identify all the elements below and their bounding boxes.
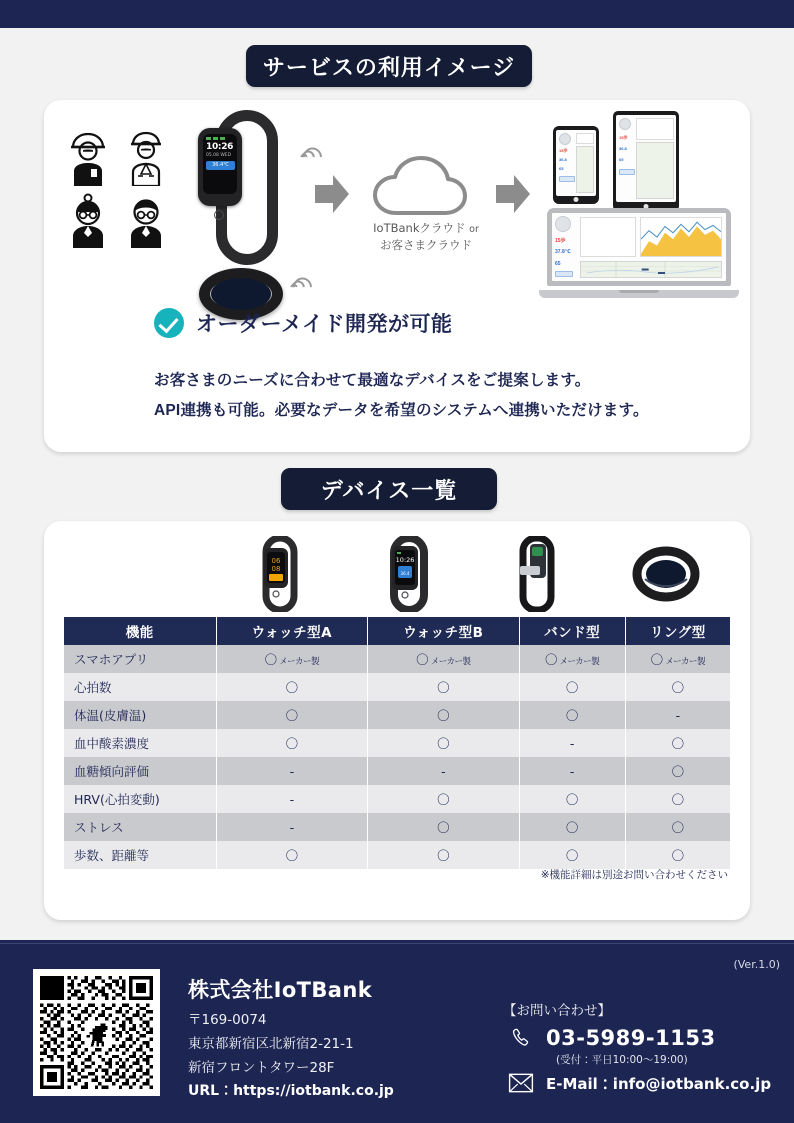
column-header-watch-a: ウォッチ型A: [216, 617, 368, 645]
cell-value: 〇 メーカー製: [519, 645, 625, 673]
table-row: [64, 813, 730, 841]
band-type-photo: [473, 531, 602, 617]
table-row: [64, 673, 730, 701]
order-made-line-1: お客さまのニーズに合わせて最適なデバイスをご提案します。: [154, 372, 591, 389]
watch-temperature: 36.4℃: [206, 161, 235, 171]
table-row: [64, 645, 730, 673]
feature-name: 血糖傾向評価: [64, 757, 216, 785]
cell-value: 〇: [625, 757, 730, 785]
cell-value: -: [368, 757, 519, 785]
cloud-label-line2: お客さまクラウド: [380, 237, 472, 252]
laptop-dashboard-mockup: [539, 208, 739, 298]
cell-value: 〇: [519, 841, 625, 869]
watch-time: 10:26: [206, 142, 234, 152]
table-row: [64, 729, 730, 757]
feature-name: 歩数、距離等: [64, 841, 216, 869]
svg-text:36.4: 36.4: [400, 571, 410, 576]
device-list-card: [44, 521, 750, 920]
column-header-feature: 機能: [64, 617, 216, 645]
column-header-ring: リング型: [625, 617, 730, 645]
device-photo-row: [64, 531, 730, 617]
table-body: [64, 645, 730, 869]
cloud-label-or: or: [469, 224, 479, 235]
cell-value: 〇: [216, 729, 368, 757]
telephone-number: 03-5989-1153: [546, 1026, 716, 1050]
phone-screen: 15歩 36.8 65: [556, 130, 596, 196]
feature-name: HRV(心拍変動): [64, 785, 216, 813]
email-address: E-Mail：info@iotbank.co.jp: [546, 1074, 772, 1093]
table-row: [64, 785, 730, 813]
watch-type-b-photo: [345, 531, 474, 617]
watch-body: [198, 128, 242, 206]
company-name: 株式会社IoTBank: [188, 978, 373, 1002]
device-feature-table: [64, 617, 730, 869]
phone-icon: [508, 1026, 534, 1050]
cloud-group: [362, 155, 490, 255]
feature-name: スマホアプリ: [64, 645, 216, 673]
cell-value: -: [216, 757, 368, 785]
cell-value: 〇: [625, 729, 730, 757]
elderly-woman-icon: [64, 192, 112, 248]
cell-value: -: [625, 701, 730, 729]
order-made-heading-row: [154, 308, 453, 338]
cell-value: 〇: [368, 813, 519, 841]
column-header-watch-b: ウォッチ型B: [368, 617, 519, 645]
cell-value: 〇: [216, 701, 368, 729]
order-made-line-2: API連携も可能。必要なデータを希望のシステムへ連携いただけます。: [154, 402, 649, 419]
cloud-icon: [366, 155, 486, 217]
svg-text:08: 08: [271, 565, 281, 573]
service-image-card: [44, 100, 750, 452]
telephone-row[interactable]: [508, 1026, 716, 1050]
right-arrow-icon: [496, 175, 530, 213]
cell-value: 〇: [519, 785, 625, 813]
laptop-lid: [547, 208, 731, 286]
top-accent-bar: [0, 0, 794, 28]
dashboard-map: [581, 262, 721, 277]
cell-value: -: [216, 813, 368, 841]
wifi-signal-icon: [289, 265, 315, 287]
cell-value: 〇: [216, 841, 368, 869]
cell-value: 〇: [625, 785, 730, 813]
table-row: [64, 841, 730, 869]
section-title-service: サービスの利用イメージ: [246, 45, 532, 87]
qr-code[interactable]: [33, 969, 160, 1096]
email-row[interactable]: [508, 1071, 771, 1095]
worker-helmet-icon: [64, 130, 112, 186]
column-header-band: バンド型: [519, 617, 625, 645]
version-label: (Ver.1.0): [733, 958, 780, 971]
cell-value: -: [519, 729, 625, 757]
footer-divider: [0, 943, 794, 944]
laptop-screen: 15歩 37.8℃ 65: [552, 213, 726, 281]
cell-value: 〇: [625, 673, 730, 701]
user-persona-group: [64, 130, 174, 250]
company-url[interactable]: URL：https://iotbank.co.jp: [188, 1083, 394, 1099]
address-line-2: 新宿フロントタワー28F: [188, 1060, 335, 1076]
tablet-screen: 15歩 36.8 65: [616, 115, 676, 202]
cell-value: 〇: [216, 673, 368, 701]
cloud-label-line1: IoTBankクラウド: [373, 221, 466, 235]
cell-value: 〇 メーカー製: [216, 645, 368, 673]
watch-status-bars: [206, 137, 235, 140]
tablet-mockup: [613, 111, 679, 211]
table-row: [64, 757, 730, 785]
dashboard-device-group: [539, 108, 739, 298]
feature-name: ストレス: [64, 813, 216, 841]
dashboard-chart: [641, 218, 721, 256]
laptop-base: [539, 290, 739, 298]
section-title-devices: デバイス一覧: [281, 468, 497, 510]
table-row: [64, 701, 730, 729]
qr-code-image: [40, 976, 153, 1089]
feature-name: 血中酸素濃度: [64, 729, 216, 757]
cell-value: 〇: [625, 813, 730, 841]
mail-icon: [508, 1071, 534, 1095]
feature-name: 心拍数: [64, 673, 216, 701]
cell-value: 〇: [368, 729, 519, 757]
cell-value: 〇: [368, 841, 519, 869]
cell-value: 〇: [368, 785, 519, 813]
cell-value: 〇: [519, 701, 625, 729]
smart-watch-photo: [194, 110, 298, 265]
telephone-hours: (受付：平日10:00～19:00): [556, 1054, 688, 1066]
cell-value: -: [519, 757, 625, 785]
worker-cap-icon: [122, 130, 170, 186]
check-circle-icon: [154, 308, 184, 338]
watch-type-a-photo: [216, 531, 345, 617]
svg-text:06: 06: [271, 557, 281, 565]
elderly-man-icon: [122, 192, 170, 248]
cell-value: 〇 メーカー製: [625, 645, 730, 673]
order-made-heading: オーダーメイド開発が可能: [196, 313, 453, 336]
cell-value: 〇: [519, 673, 625, 701]
page-footer: [0, 940, 794, 1123]
ring-inner: [211, 278, 271, 310]
watch-date: 05.08 WED: [206, 153, 232, 159]
phone-home-indicator: [574, 197, 579, 202]
watch-button: [214, 210, 224, 220]
cloud-label: [362, 220, 490, 253]
ring-type-photo: [602, 531, 731, 617]
cell-value: 〇: [368, 701, 519, 729]
table-footnote: ※機能詳細は別途お問い合わせください: [540, 869, 728, 881]
cell-value: 〇: [368, 673, 519, 701]
contact-heading: 【お問い合わせ】: [503, 1003, 611, 1019]
feature-name: 体温(皮膚温): [64, 701, 216, 729]
service-illustration: [44, 100, 750, 305]
cell-value: 〇 メーカー製: [368, 645, 519, 673]
cell-value: -: [216, 785, 368, 813]
cell-value: 〇: [625, 841, 730, 869]
table-header-row: [64, 617, 730, 645]
address-line-1: 東京都新宿区北新宿2-21-1: [188, 1036, 354, 1052]
watch-screen: [203, 134, 237, 194]
right-arrow-icon: [315, 175, 349, 213]
wifi-signal-icon: [299, 135, 325, 157]
cell-value: 〇: [519, 813, 625, 841]
svg-text:10:26: 10:26: [395, 556, 415, 564]
device-photo-spacer: [64, 531, 216, 617]
postal-code: 〒169-0074: [188, 1012, 267, 1028]
smartphone-mockup: [553, 126, 599, 204]
